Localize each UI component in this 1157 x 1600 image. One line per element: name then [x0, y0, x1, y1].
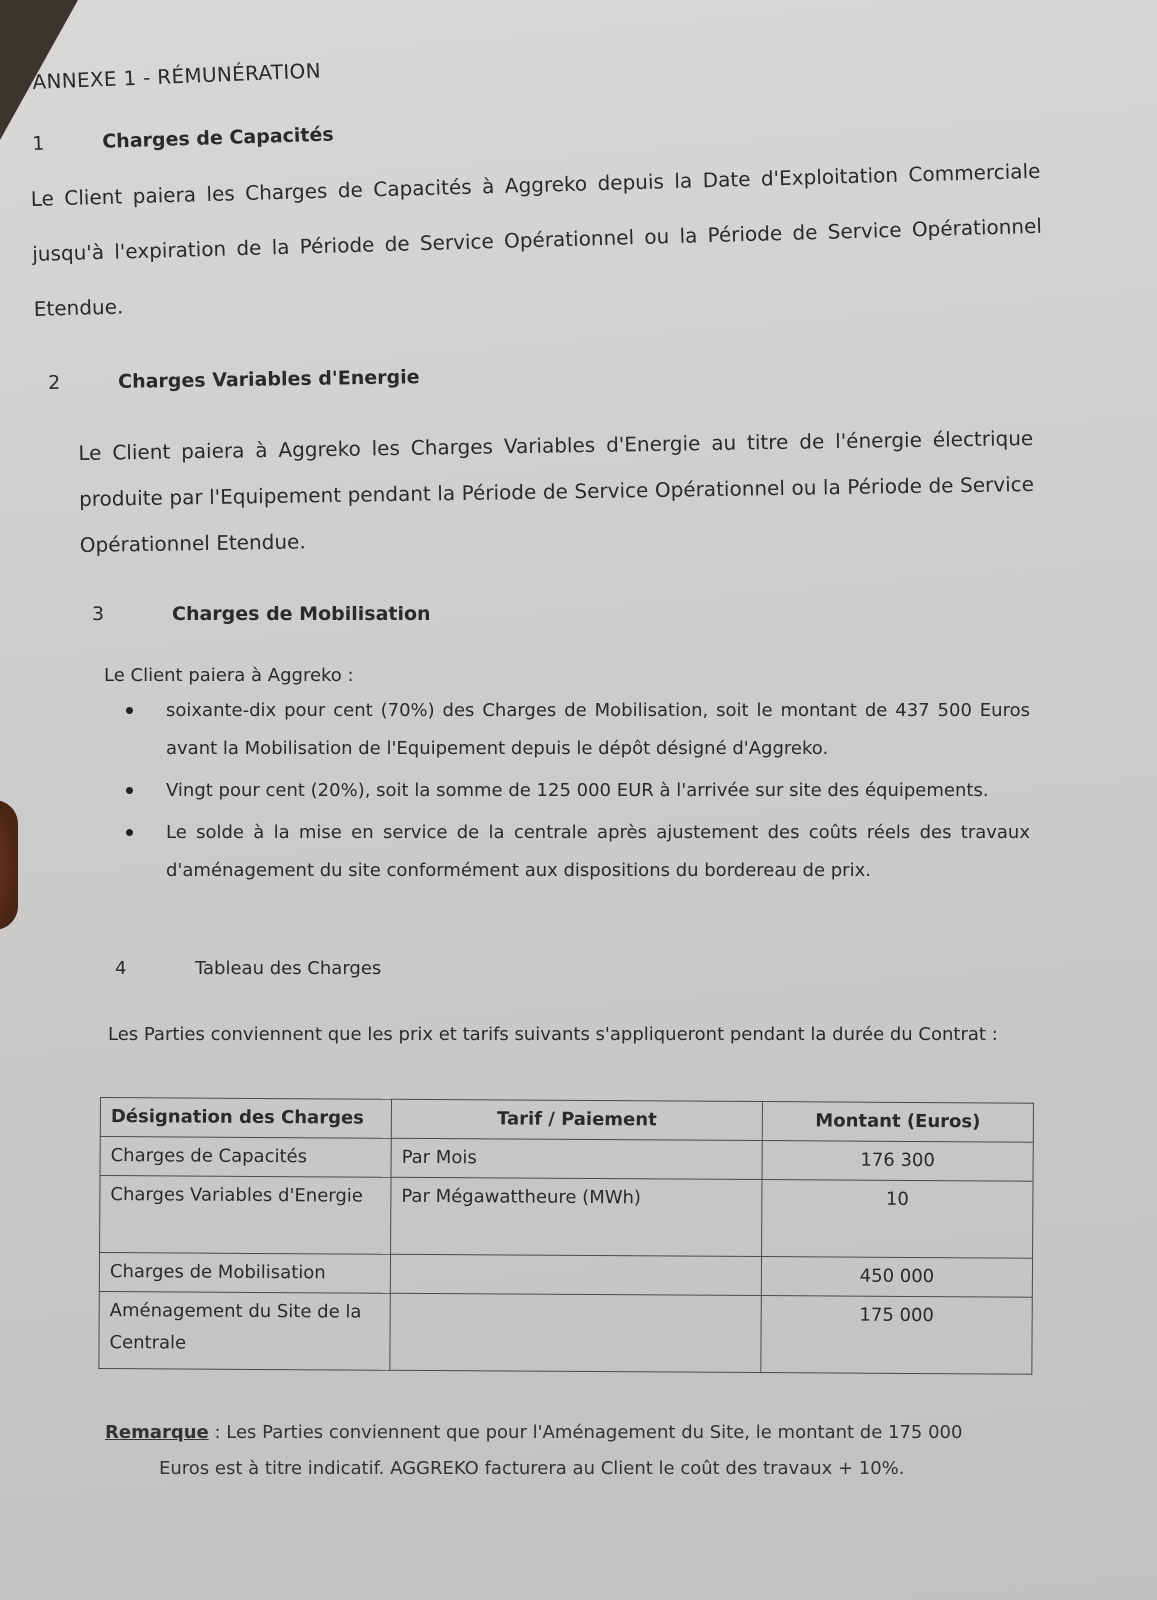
- section-title: Charges de Capacités: [101, 123, 334, 153]
- charges-table: [98, 1097, 1034, 1375]
- bullet-item: Vingt pour cent (20%), soit la somme de 125 000 EUR à l'arrivée sur site des équipements.: [120, 772, 1030, 810]
- remark-label: Remarque: [105, 1422, 209, 1443]
- section-number: 4: [115, 958, 127, 979]
- table-cell: 176 300: [762, 1141, 1033, 1182]
- table-cell: [390, 1293, 761, 1372]
- section-title: Charges Variables d'Energie: [117, 366, 420, 393]
- column-header: Montant (Euros): [762, 1102, 1033, 1143]
- section-4-text: Les Parties conviennent que les prix et tarifs suivants s'appliqueront pendant la durée du Contrat :: [108, 1024, 998, 1045]
- section-2-text: Le Client paiera à Aggreko les Charges Variables d'Energie au titre de l'énergie électrique produite par l'Equipement pendant la Période de Service Opérationnel ou la Période de Service Opérationnel Etendue.: [78, 425, 1035, 557]
- thumb-edge: [0, 800, 18, 930]
- bullet-item: soixante-dix pour cent (70%) des Charges de Mobilisation, soit le montant de 437 500 Euros avant la Mobilisation de l'Equipement depuis le dépôt désigné d'Aggreko.: [120, 692, 1030, 768]
- section-number: 3: [92, 603, 105, 625]
- table-row: [99, 1253, 1032, 1298]
- table-cell: Aménagement du Site de la Centrale: [99, 1291, 390, 1370]
- table-cell: Par Mois: [391, 1138, 762, 1179]
- table-cell: Charges de Capacités: [100, 1137, 391, 1178]
- bullet-item: Le solde à la mise en service de la centrale après ajustement des coûts réels des travaux d'aménagement du site conformément aux dispositions du bordereau de prix.: [120, 814, 1030, 890]
- section-3-heading: [92, 603, 431, 625]
- section-4-heading: [115, 958, 381, 979]
- table-cell: 175 000: [761, 1296, 1032, 1375]
- table-cell: 10: [762, 1180, 1033, 1259]
- table-cell: Par Mégawattheure (MWh): [391, 1177, 762, 1256]
- column-header: Désignation des Charges: [100, 1098, 391, 1139]
- table-row: [100, 1137, 1033, 1182]
- column-header: Tarif / Paiement: [391, 1099, 762, 1140]
- section-2-heading: [48, 366, 420, 394]
- section-number: 2: [48, 371, 61, 394]
- remark-line-2: Euros est à titre indicatif. AGGREKO facturera au Client le coût des travaux + 10%.: [159, 1458, 905, 1479]
- mobilisation-bullets: [120, 692, 1030, 894]
- table-cell: Charges Variables d'Energie: [100, 1176, 391, 1255]
- table-cell: 450 000: [761, 1257, 1032, 1298]
- table-row: [99, 1291, 1032, 1374]
- section-1-text: Le Client paiera les Charges de Capacités à Aggreko depuis la Date d'Exploitation Commerciale jusqu'à l'expiration de la Période de Service Opérationnel ou la Période de Service Opérationnel Etendue.: [30, 158, 1043, 321]
- remark-text: : Les Parties conviennent que pour l'Aménagement du Site, le montant de 175 000: [208, 1422, 963, 1443]
- table-row: [100, 1176, 1033, 1259]
- table-header-row: [100, 1098, 1033, 1143]
- annex-title: ANNEXE 1 - RÉMUNÉRATION: [32, 58, 322, 94]
- section-title: Tableau des Charges: [195, 958, 382, 979]
- remark-note: [105, 1415, 1045, 1487]
- remark-line-1: [105, 1415, 1045, 1451]
- table-cell: [390, 1254, 761, 1295]
- section-title: Charges de Mobilisation: [172, 603, 431, 625]
- table-cell: Charges de Mobilisation: [99, 1253, 390, 1294]
- section-number: 1: [32, 132, 45, 155]
- section-3-intro: Le Client paiera à Aggreko :: [104, 665, 354, 686]
